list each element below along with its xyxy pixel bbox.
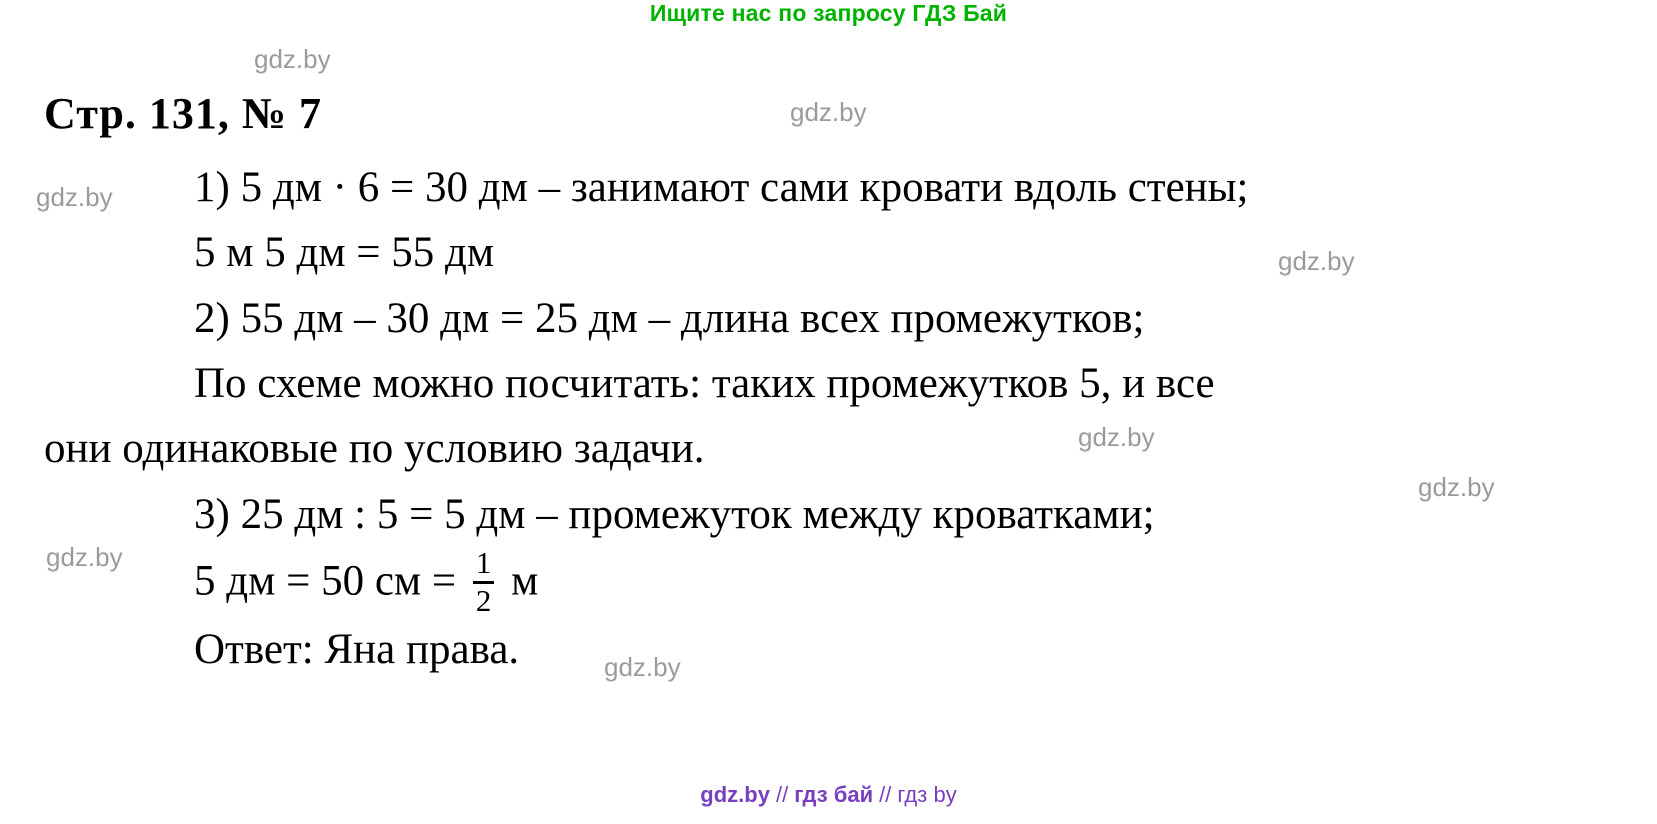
solution-line-6: 3) 25 дм : 5 = 5 дм – промежуток между кроватками; (194, 490, 1155, 538)
fraction-line-prefix: 5 дм = 50 см = (194, 557, 467, 605)
watermark: gdz.by (36, 182, 113, 212)
watermark: gdz.by (790, 97, 867, 127)
fraction-denominator: 2 (475, 582, 492, 618)
watermark: gdz.by (1278, 246, 1355, 276)
solution-answer-line: Ответ: Яна права. (194, 626, 520, 674)
watermark: gdz.by (1078, 422, 1155, 452)
footer-item-1: gdz.by (700, 782, 770, 807)
solution-line-3: 2) 55 дм – 30 дм = 25 дм – длина всех промежутков; (194, 294, 1145, 342)
footer (0, 782, 1657, 808)
watermark: gdz.by (254, 44, 331, 74)
solution-line-4: По схеме можно посчитать: таких промежутков 5, и все (194, 360, 1215, 408)
solution-line-2: 5 м 5 дм = 55 дм (194, 229, 495, 277)
fraction-numerator: 1 (475, 545, 492, 581)
footer-separator-2: // (879, 782, 892, 807)
footer-item-3: гдз by (897, 782, 957, 807)
footer-separator-1: // (775, 782, 789, 807)
promo-banner: Ищите нас по запросу ГДЗ Бай (649, 0, 1008, 26)
page-title: Стр. 131, № 7 (44, 89, 323, 138)
solution-line-5: они одинаковые по условию задачи. (44, 425, 705, 473)
fraction-line-suffix: м (500, 557, 539, 605)
solution-fraction-line (44, 547, 1614, 617)
solution-line-1: 1) 5 дм · 6 = 30 дм – занимают сами кровати вдоль стены; (194, 164, 1249, 211)
watermark: gdz.by (604, 652, 681, 682)
watermark: gdz.by (46, 542, 123, 572)
fraction-one-half (473, 547, 494, 617)
solution-body (44, 155, 1614, 683)
footer-item-2: гдз бай (794, 782, 874, 807)
watermark: gdz.by (1418, 472, 1495, 502)
